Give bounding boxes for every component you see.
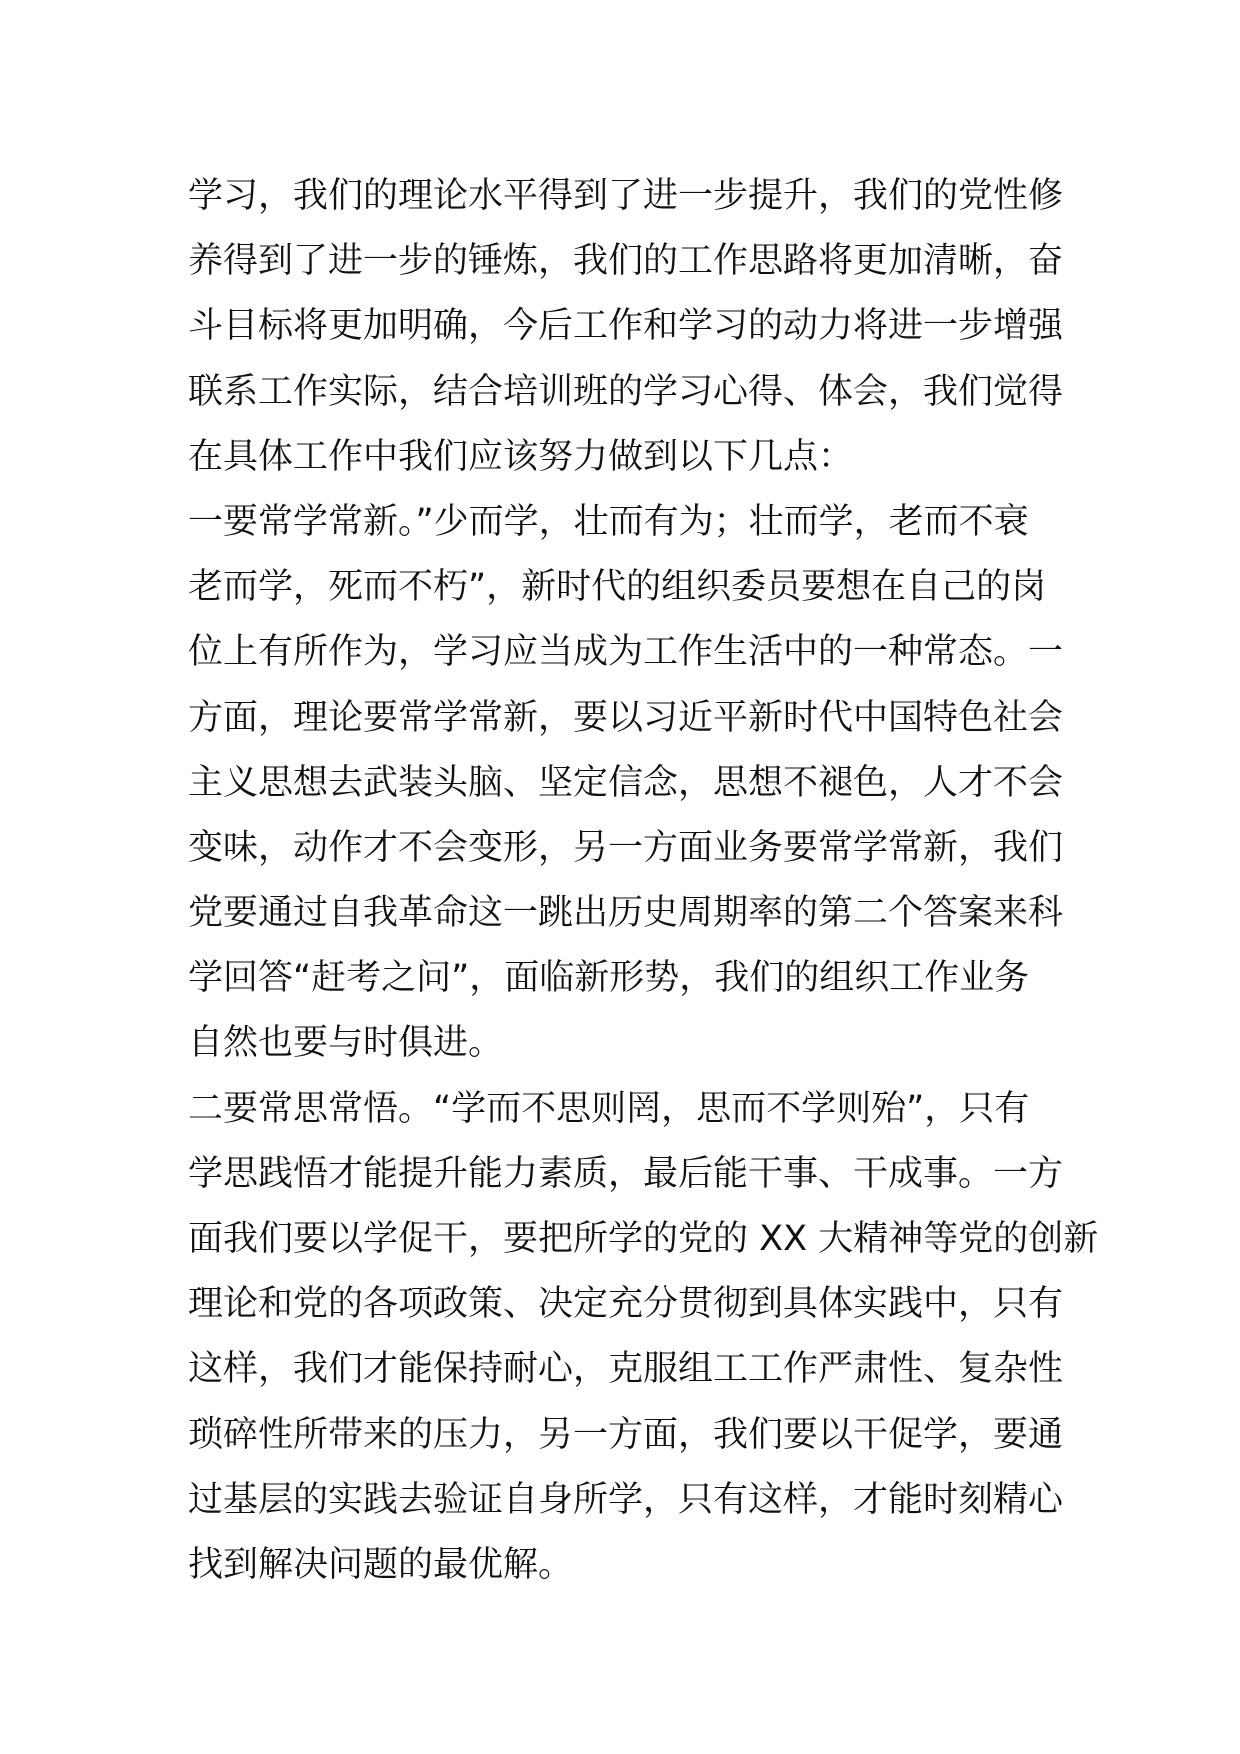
text-line: 学思践悟才能提升能力素质，最后能干事、干成事。一方 xyxy=(188,1153,1064,1194)
text-line: 位上有所作为，学习应当成为工作生活中的一种常态。一 xyxy=(188,632,1064,673)
text-line: 一要常学常新。”少而学，壮而有为；壮而学，老而不衰 xyxy=(188,501,1029,542)
text-line: 变味，动作才不会变形，另一方面业务要常学常新，我们 xyxy=(188,827,1064,868)
text-line: 这样，我们才能保持耐心，克服组工工作严肃性、复杂性 xyxy=(188,1349,1064,1390)
text-line: 主义思想去武装头脑、坚定信念，思想不褪色，人才不会 xyxy=(188,762,1064,803)
text-line: 过基层的实践去验证自身所学，只有这样，才能时刻精心 xyxy=(188,1479,1064,1520)
text-line: 找到解决问题的最优解。 xyxy=(188,1544,574,1585)
text-line: 琐碎性所带来的压力，另一方面，我们要以干促学，要通 xyxy=(188,1414,1064,1455)
text-line: 学习，我们的理论水平得到了进一步提升，我们的党性修 xyxy=(188,176,1064,216)
text-line: 理论和党的各项政策、决定充分贯彻到具体实践中，只有 xyxy=(188,1284,1064,1325)
text-line: 二要常思常悟。“学而不思则罔，思而不学则殆”，只有 xyxy=(188,1088,1030,1129)
text-line: 在具体工作中我们应该努力做到以下几点： xyxy=(188,436,854,477)
text-line: 党要通过自我革命这一跳出历史周期率的第二个答案来科 xyxy=(188,893,1064,934)
text-line: 方面，理论要常学常新，要以习近平新时代中国特色社会 xyxy=(188,697,1064,738)
body-text xyxy=(188,164,1099,1598)
text-line: 联系工作实际，结合培训班的学习心得、体会，我们觉得 xyxy=(188,371,1064,412)
text-line: 养得到了进一步的锤炼，我们的工作思路将更加清晰，奋 xyxy=(188,241,1064,282)
text-line: 面我们要以学促干，要把所学的党的 XX 大精神等党的创新 xyxy=(188,1219,1099,1259)
text-line: 斗目标将更加明确，今后工作和学习的动力将进一步增强 xyxy=(188,306,1064,347)
text-line: 老而学，死而不朽”，新时代的组织委员要想在自己的岗 xyxy=(188,567,1047,608)
text-line: 自然也要与时俱进。 xyxy=(188,1023,504,1064)
text-line: 学回答“赶考之问”，面临新形势，我们的组织工作业务 xyxy=(188,958,1030,999)
